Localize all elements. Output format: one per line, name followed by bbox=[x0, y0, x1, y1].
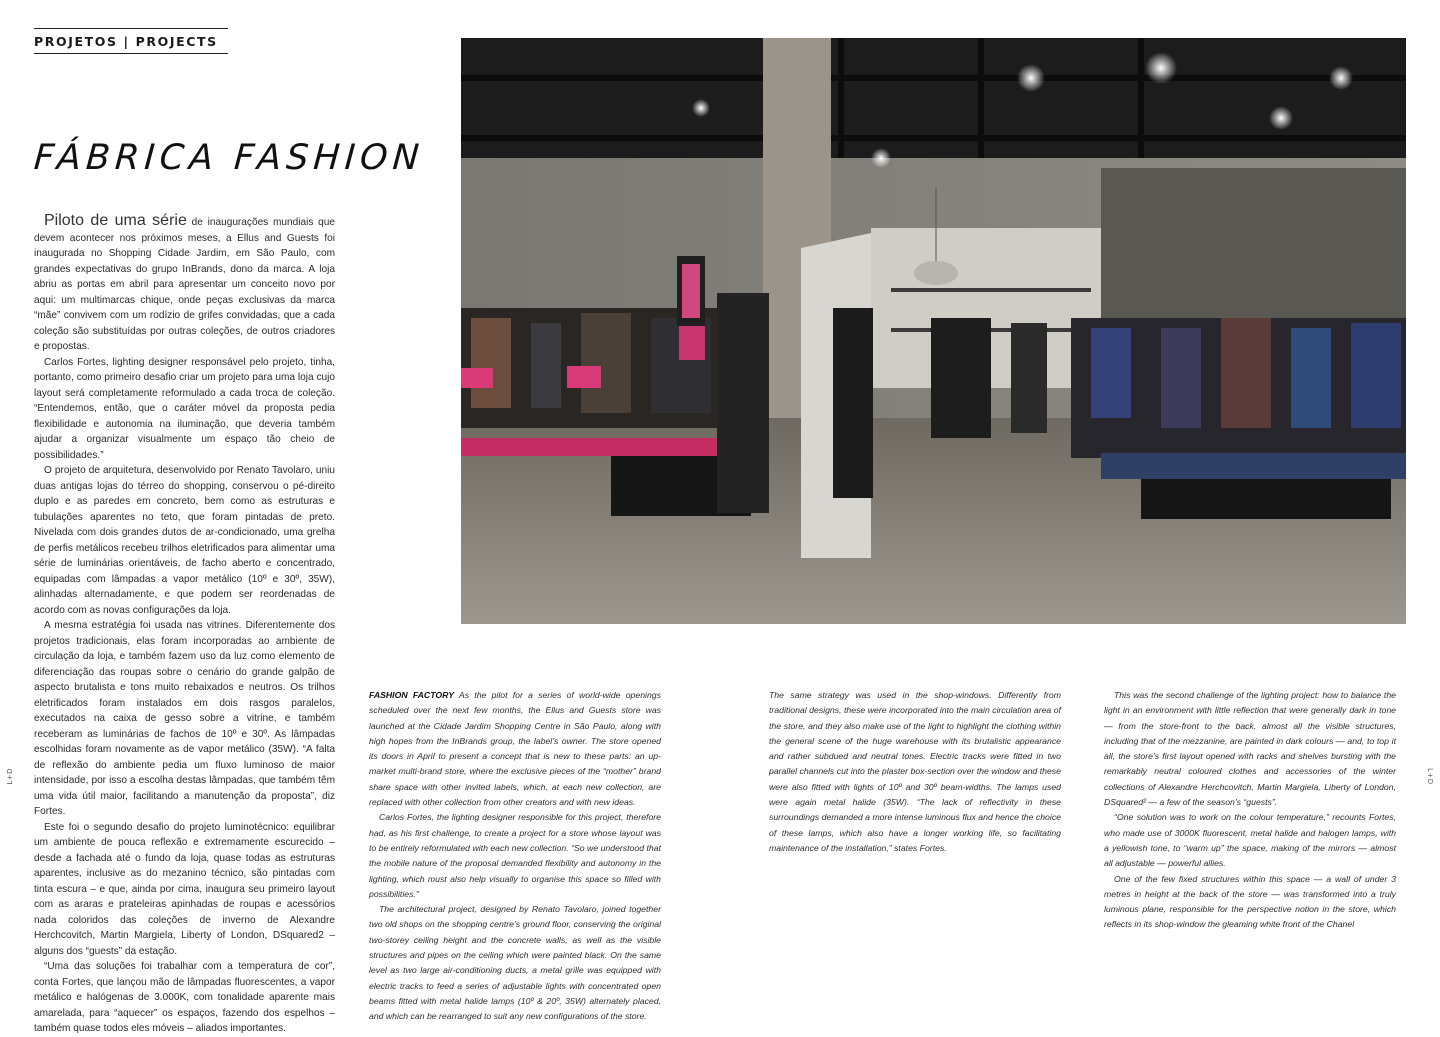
en-paragraph-6: “One solution was to work on the colour temperature,” recounts Fortes, who made use of 3000K fluorescent, metal halide and halogen lamps, with a yellowish tone, to “warm up” the space, making of the mirrors — almost all adjustable — powerful allies. bbox=[1104, 812, 1396, 869]
en-paragraph-3: The architectural project, designed by Renato Tavolaro, joined together two old shops on the shopping centre’s ground floor, conserving the original two-storey ceiling height and the concrete walls, as well as the visible structures and pipes on the ceiling which were painted black. On the same level as two large air-conditioning ducts, a metal grille was equipped with electric tracks to feed a series of adjustable lights with concentrated open beams fitted with metal halide lamps (10º & 20º, 35W) alternately placed, and which can be rearranged to suit any new configurations of the store. bbox=[369, 904, 661, 1022]
pt-lead-in: Piloto de uma série bbox=[44, 212, 187, 229]
en-lead-title: FASHION FACTORY bbox=[369, 690, 455, 700]
en-paragraph-1-text: As the pilot for a series of world-wide openings scheduled over the next few months, the Ellus and Guests store was launched at the Cidade Jardim Shopping Centre in São Paulo, along with high hopes from the InBrands group, the label’s owner. The store opened its doors in April to present a concept that is new to these parts: an up-market multi-brand store, where the exclusive pieces of the “mother” brand share space with other invited labels, which, at each new collection, are replaced with other collection from other creators and with new ideas. bbox=[369, 690, 661, 808]
pt-paragraph-1 bbox=[34, 213, 335, 355]
folio-mark-right: L+D bbox=[1426, 768, 1434, 785]
en-paragraph-4: The same strategy was used in the shop-windows. Differently from traditional designs, these were incorporated into the main circulation area of the store, and they also make use of the light to highlight the clothing within the general scene of the huge warehouse with its brutalistic appearance and rather subdued and neutral tones. Electric tracks were fitted in two parallel channels cut into the plaster box-section over the window and these were also fitted with lights of 10º and 30º beam-widths. The lamps used were again metal halide (35W). “The lack of reflectivity in these surroundings demanded a more intense luminous flux and hence the choice of these lamps, which also have a longer working life, so facilitating maintenance of the installation,” states Fortes. bbox=[769, 690, 1061, 853]
english-text-column-3 bbox=[1104, 688, 1396, 938]
pt-paragraph-1-text: de inaugurações mundiais que devem acontecer nos próximos meses, a Ellus and Guests foi inaugurada no Shopping Cidade Jardim, em São Paulo, com grandes expectativas do grupo InBrands, dono da marca. A loja abriu as portas em abril para apresentar um conceito novo por aqui: um multimarcas chique, onde peças exclusivas da marca “mãe” convivem com um rodízio de grifes convidadas, que a cada coleção são substituídas por outras coleções, de outros criadores e propostas. bbox=[34, 217, 335, 352]
en-paragraph-5: This was the second challenge of the lighting project: how to balance the light in an environment with little reflection that were generally dark in tone — from the store-front to the back, almost all the visible structures, including that of the mezzanine, are painted in dark colours — and, to top it all, the store’s first layout opened with racks and shelves bursting with the remarkably neutral coloured clothes and accessories of the winter collections of Alexandre Herchcovitch, Martin Margiela, Liberty of London, DSquared² — a few of the season’s “guests”. bbox=[1104, 690, 1396, 808]
portuguese-text-column bbox=[34, 212, 335, 1034]
pt-paragraph-6: “Uma das soluções foi trabalhar com a temperatura de cor”, conta Fortes, que lançou mão de lâmpadas fluorescentes, a vapor metálico e halógenas de 3.000K, com tonalidade aparente mais amarelada, para “aquecer” os espaços, fazendo dos espelhos – também quase todos eles móveis – aliados importantes. bbox=[34, 961, 335, 1034]
en-paragraph-7: One of the few fixed structures within this space — a wall of under 3 metres in height at the back of the store — was transformed into a truly luminous plane, responsible for the perspective notion in the store, which reflects in its shop-window the gleaming white front of the Chanel bbox=[1104, 873, 1396, 930]
pt-paragraph-3: O projeto de arquitetura, desenvolvido por Renato Tavolaro, uniu duas antigas lojas do térreo do shopping, conservou o pé-direito duplo e as paredes em concreto, bem como as estruturas e tubulações aparentes no teto, que foram pintadas de preto. Nivelada com dois grandes dutos de ar-condicionado, uma grelha de perfis metálicos recebeu trilhos eletrificados para alimentar uma série de luminárias orientáveis, de facho aberto e concentrado, equipadas com lâmpadas a vapor metálico (10º e 30º, 35W), alinhadas alternadamente, e que podem ser reordenadas de acordo com as novas configurações da loja. bbox=[34, 465, 335, 616]
pt-paragraph-4: A mesma estratégia foi usada nas vitrines. Diferentemente dos projetos tradicionais, elas foram incorporadas ao ambiente de circulação da loja, e também fazem uso da luz como elemento de diferenciação das roupas sobre o cenário do grande galpão de aspecto brutalista e tons muito rebaixados e neutros. Os trilhos eletrificados foram instalados em dois rasgos paralelos, executados na caixa de gesso sobre a vitrine, e também receberam as luminárias de fachos de 10º e 30º. As lâmpadas escolhidas foram novamente as de vapor metálico (35W). “A falta de reflexão do ambiente pedia um fluxo luminoso de maior intensidade, por isso a escolha destas lâmpadas, que também têm uma vida útil maior, facilitando a manutenção da proposta”, diz Fortes. bbox=[34, 620, 335, 817]
english-text-column-1 bbox=[369, 688, 661, 1022]
store-interior-photo bbox=[461, 38, 1406, 624]
pt-paragraph-2: Carlos Fortes, lighting designer responsável pelo projeto, tinha, portanto, como primeiro desafio criar um projeto para uma loja cujo layout será completamente reformulado a cada troca de coleção. “Entendemos, então, que o caráter móvel da proposta pedia flexibilidade e autonomia na iluminação, que deveria também ajudar a organizar visualmente um espaço tão cheio de possibilidades.” bbox=[34, 356, 335, 461]
english-text-column-2 bbox=[769, 688, 1061, 938]
folio-mark-left: L+D bbox=[6, 768, 14, 785]
section-label: PROJETOS | PROJECTS bbox=[34, 28, 228, 54]
en-paragraph-2: Carlos Fortes, the lighting designer responsible for this project, therefore had, as his first challenge, to create a project for a store whose layout was to be entirely reformulated with each new collection. “So we understood that the mobile nature of the proposal demanded flexibility and autonomy in the lighting, which must also help visually to organise this space so filled with possibilities.” bbox=[369, 812, 661, 899]
pt-paragraph-5: Este foi o segundo desafio do projeto luminotécnico: equilibrar um ambiente de pouca reflexão e extremamente escurecido – desde a fachada até o fundo da loja, quase todas as estruturas aparentes, inclusive as do mezanino técnico, são pintadas com tinta escura – e que, ainda por cima, inaugura seu primeiro layout com as araras e prateleiras apinhadas de roupas e acessórios nada coloridos das coleções de inverno de Alexandre Herchcovitch, Martin Margiela, Liberty of London, DSquared2 – alguns dos “guests” da estação. bbox=[34, 821, 335, 957]
en-paragraph-1 bbox=[369, 688, 661, 810]
article-title: FÁBRICA FASHION bbox=[32, 138, 426, 178]
